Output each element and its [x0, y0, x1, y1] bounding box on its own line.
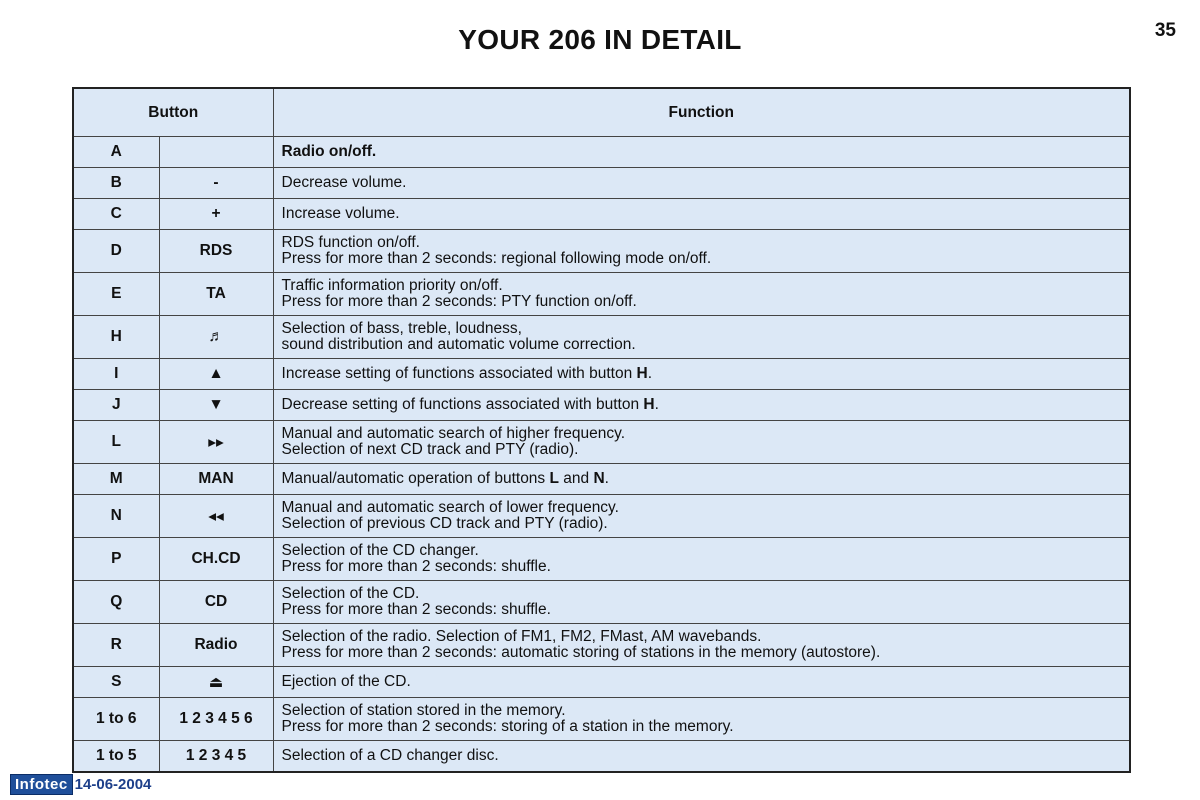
button-symbol [159, 137, 273, 168]
button-symbol: ▸▸ [159, 421, 273, 464]
button-key: R [73, 624, 159, 667]
button-key: B [73, 168, 159, 199]
button-key: M [73, 464, 159, 495]
button-key: 1 to 5 [73, 741, 159, 772]
button-key: I [73, 359, 159, 390]
button-key: N [73, 495, 159, 538]
table-row [73, 624, 1130, 667]
description-line: Selection of the radio. Selection of FM1, FM2, FMast, AM wavebands. [281, 627, 762, 645]
table-row [73, 421, 1130, 464]
function-table [72, 87, 1131, 773]
description-line: Ejection of the CD. [281, 672, 411, 690]
function-description [273, 168, 1130, 199]
button-key: E [73, 273, 159, 316]
function-description [273, 359, 1130, 390]
table-row [73, 137, 1130, 168]
button-symbol: ◂◂ [159, 495, 273, 538]
button-symbol: Radio [159, 624, 273, 667]
page-title: YOUR 206 IN DETAIL [458, 24, 742, 55]
button-key: A [73, 137, 159, 168]
description-line: Press for more than 2 seconds: automatic storing of stations in the memory (autostore). [281, 644, 881, 661]
button-symbol: CH.CD [159, 538, 273, 581]
button-symbol: ▼ [159, 390, 273, 421]
description-line: Press for more than 2 seconds: PTY function on/off. [281, 293, 637, 310]
description-line: Selection of station stored in the memory. [281, 701, 566, 719]
button-symbol: TA [159, 273, 273, 316]
table-row [73, 741, 1130, 772]
function-description [273, 698, 1130, 741]
infotec-logo: Infotec [10, 774, 73, 795]
function-description [273, 137, 1130, 168]
function-description [273, 741, 1130, 772]
page-number: 35 [1154, 20, 1176, 41]
description-line: Decrease setting of functions associated with button H. [281, 395, 659, 413]
description-line: Decrease volume. [281, 173, 407, 191]
button-symbol: 1 2 3 4 5 [159, 741, 273, 772]
button-key: C [73, 199, 159, 230]
table-row [73, 495, 1130, 538]
table-row [73, 581, 1130, 624]
function-description [273, 230, 1130, 273]
table-row [73, 667, 1130, 698]
description-line: Selection of next CD track and PTY (radio). [281, 441, 579, 458]
description-line: Selection of previous CD track and PTY (radio). [281, 515, 608, 532]
description-line: Press for more than 2 seconds: regional following mode on/off. [281, 250, 712, 267]
function-description [273, 624, 1130, 667]
table-row [73, 168, 1130, 199]
button-key: J [73, 390, 159, 421]
description-line: Manual/automatic operation of buttons L and N. [281, 469, 609, 487]
description-line: Traffic information priority on/off. [281, 276, 503, 294]
table-header-row [73, 88, 1130, 137]
function-description [273, 316, 1130, 359]
button-symbol: CD [159, 581, 273, 624]
button-key: H [73, 316, 159, 359]
column-header-function: Function [273, 88, 1130, 137]
description-line: Increase setting of functions associated with button H. [281, 364, 653, 382]
button-key: L [73, 421, 159, 464]
function-description [273, 667, 1130, 698]
description-line: Selection of the CD. [281, 584, 420, 602]
function-description [273, 199, 1130, 230]
button-symbol: ♬ [159, 316, 273, 359]
button-key: Q [73, 581, 159, 624]
footer [10, 774, 151, 794]
table-row [73, 359, 1130, 390]
table-row [73, 464, 1130, 495]
function-description [273, 273, 1130, 316]
table-row [73, 390, 1130, 421]
description-line: Increase volume. [281, 204, 400, 222]
function-description [273, 538, 1130, 581]
function-description [273, 581, 1130, 624]
button-key: S [73, 667, 159, 698]
description-line: Press for more than 2 seconds: shuffle. [281, 558, 551, 575]
button-symbol: - [159, 168, 273, 199]
description-line: Selection of the CD changer. [281, 541, 479, 559]
function-description [273, 495, 1130, 538]
table-row [73, 316, 1130, 359]
button-symbol: MAN [159, 464, 273, 495]
description-line: Manual and automatic search of lower frequency. [281, 498, 619, 516]
button-symbol: 1 2 3 4 5 6 [159, 698, 273, 741]
description-line: Press for more than 2 seconds: storing of a station in the memory. [281, 718, 734, 735]
button-symbol: + [159, 199, 273, 230]
button-symbol: ▲ [159, 359, 273, 390]
description-line: Radio on/off. [281, 142, 377, 160]
function-description [273, 390, 1130, 421]
description-line: Press for more than 2 seconds: shuffle. [281, 601, 551, 618]
table-row [73, 273, 1130, 316]
button-symbol: ⏏ [159, 667, 273, 698]
table-row [73, 698, 1130, 741]
footer-date: 14-06-2004 [74, 775, 152, 793]
function-description [273, 464, 1130, 495]
button-key: D [73, 230, 159, 273]
table-row [73, 230, 1130, 273]
description-line: Manual and automatic search of higher frequency. [281, 424, 626, 442]
button-key: 1 to 6 [73, 698, 159, 741]
description-line: RDS function on/off. [281, 233, 420, 251]
table-row [73, 199, 1130, 230]
table-row [73, 538, 1130, 581]
description-line: Selection of a CD changer disc. [281, 746, 499, 764]
button-key: P [73, 538, 159, 581]
button-symbol: RDS [159, 230, 273, 273]
function-description [273, 421, 1130, 464]
description-line: Selection of bass, treble, loudness, [281, 319, 522, 337]
column-header-button: Button [73, 88, 273, 137]
description-line: sound distribution and automatic volume correction. [281, 336, 636, 353]
